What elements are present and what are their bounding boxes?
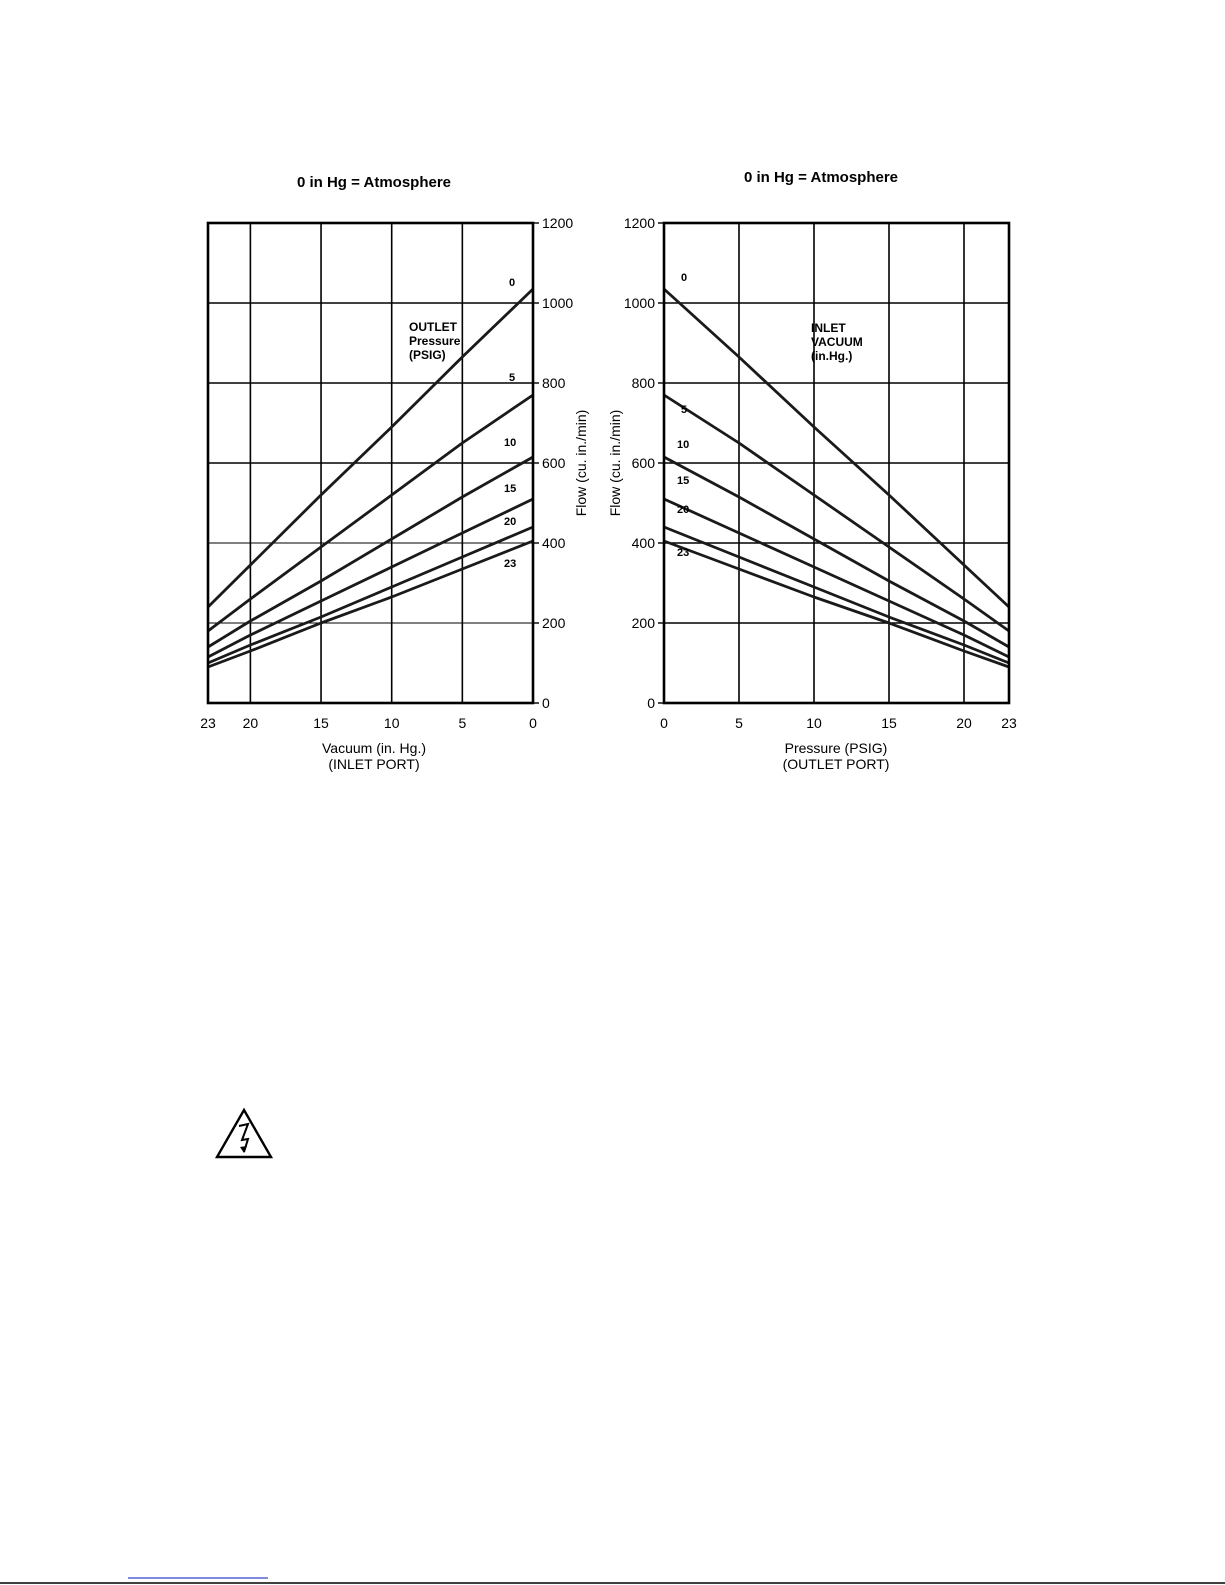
- legend-title-line-3: (PSIG): [409, 348, 446, 362]
- series-label-20: 20: [504, 516, 517, 528]
- x-axis-label-line-1: Vacuum (in. Hg.): [322, 740, 426, 756]
- y-tick-label: 1000: [623, 295, 655, 311]
- series-label-15: 15: [677, 475, 690, 487]
- x-tick-label: 15: [313, 715, 329, 731]
- y-tick-label: 800: [542, 375, 566, 391]
- y-tick-label: 200: [631, 615, 655, 631]
- series-line-10: [208, 457, 533, 647]
- y-tick-label: 1200: [542, 215, 574, 231]
- series-label-23: 23: [504, 558, 517, 570]
- y-tick-label: 0: [647, 695, 655, 711]
- series-label-10: 10: [677, 439, 690, 451]
- x-tick-label: 5: [458, 715, 467, 731]
- x-tick-label: 20: [242, 715, 259, 731]
- y-axis-label: Flow (cu. in./min): [607, 409, 623, 517]
- x-tick-label: 0: [660, 715, 668, 731]
- electrical-hazard-icon: [217, 1110, 271, 1157]
- x-tick-label: 23: [1001, 715, 1017, 731]
- footer-rule: [0, 1578, 1225, 1583]
- y-tick-label: 400: [542, 535, 566, 551]
- chart-vacuum-inlet: [200, 174, 589, 772]
- x-tick-label: 23: [200, 715, 216, 731]
- series-label-15: 15: [504, 483, 517, 495]
- tick-labels: [624, 215, 1017, 731]
- legend-title-line-3: (in.Hg.): [811, 349, 853, 363]
- legend-title-line-1: INLET: [811, 321, 846, 335]
- x-tick-label: 15: [881, 715, 897, 731]
- series-label-5: 5: [509, 372, 516, 384]
- series-labels: [677, 272, 689, 559]
- x-axis-label-line-2: (OUTLET PORT): [782, 756, 890, 772]
- y-tick-label: 1200: [623, 215, 655, 231]
- x-tick-label: 5: [735, 715, 743, 731]
- x-tick-label: 0: [529, 715, 537, 731]
- chart-title: 0 in Hg = Atmosphere: [743, 169, 899, 186]
- tick-labels: [200, 215, 573, 731]
- series-label-10: 10: [504, 437, 517, 449]
- x-tick-label: 10: [806, 715, 822, 731]
- y-tick-label: 400: [631, 535, 655, 551]
- series-label-23: 23: [677, 547, 690, 559]
- y-tick-label: 800: [631, 375, 655, 391]
- y-axis-label: Flow (cu. in./min): [573, 409, 589, 517]
- legend-title: [811, 321, 863, 363]
- series-label-0: 0: [681, 272, 688, 284]
- series-line-15: [208, 499, 533, 657]
- legend-title-line-2: Pressure: [409, 334, 461, 348]
- series-label-5: 5: [681, 404, 688, 416]
- x-axis-label-line-1: Pressure (PSIG): [784, 740, 888, 756]
- legend-title: [409, 320, 461, 362]
- series-label-0: 0: [509, 277, 516, 289]
- series-line-10: [664, 457, 1009, 647]
- x-axis-label-line-2: (INLET PORT): [328, 756, 420, 772]
- y-tick-label: 600: [631, 455, 655, 471]
- series-line-15: [664, 499, 1009, 657]
- x-tick-label: 20: [956, 715, 972, 731]
- chart-pressure-outlet: [607, 169, 1017, 772]
- series-label-20: 20: [677, 504, 690, 516]
- x-tick-label: 10: [383, 715, 400, 731]
- y-tick-label: 1000: [542, 295, 574, 311]
- y-tick-label: 0: [542, 695, 550, 711]
- legend-title-line-2: VACUUM: [811, 335, 863, 349]
- series-labels: [504, 277, 516, 570]
- legend-title-line-1: OUTLET: [409, 320, 457, 334]
- y-tick-label: 600: [542, 455, 566, 471]
- y-tick-label: 200: [542, 615, 566, 631]
- series-lines: [208, 289, 533, 667]
- chart-title: 0 in Hg = Atmosphere: [296, 174, 452, 191]
